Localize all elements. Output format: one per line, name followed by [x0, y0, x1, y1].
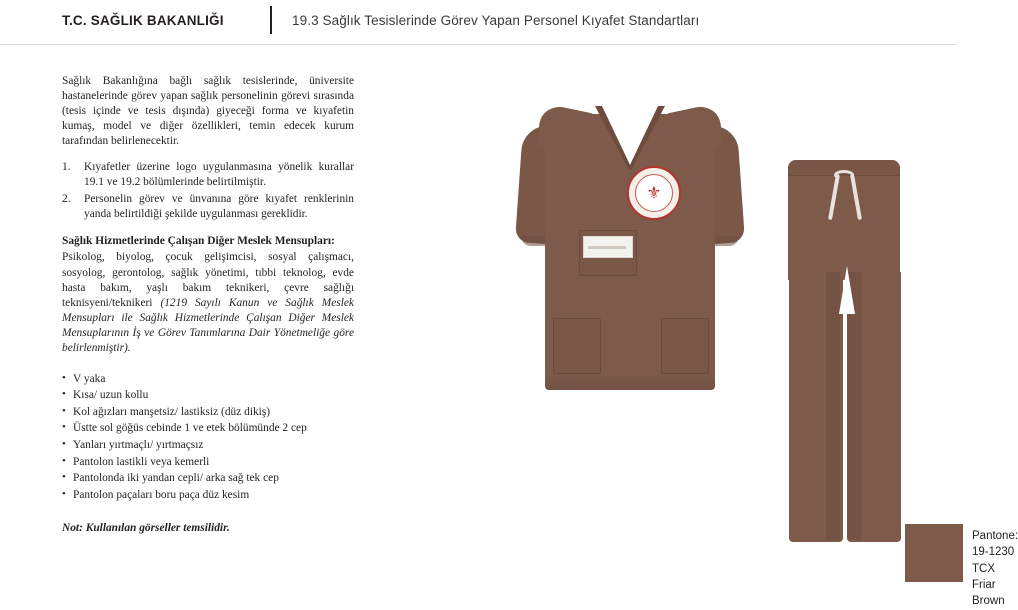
pants-leg-shading-left	[826, 272, 840, 540]
name-tag-line	[588, 246, 626, 249]
hem-shadow	[545, 374, 715, 390]
ministry-health-logo-icon	[627, 166, 681, 220]
list-item: • Pantolonda iki yandan cepli/ arka sağ tek cep	[62, 471, 354, 486]
section-body-italic: (1219 Sayılı Kanun ve Sağlık Meslek Mensupları ile Sağlık Hizmetlerinde Çalışan Diğer Meslek Mensuplarının İş ve Görev Tanımlarına Dair Yönetmeliğe göre belirlenmiştir).	[62, 296, 354, 354]
section-body	[62, 250, 354, 355]
list-item	[62, 160, 354, 190]
list-item: • V yaka	[62, 372, 354, 387]
list-item: • Pantolon paçaları boru paça düz kesim	[62, 488, 354, 503]
pantone-name: Friar Brown	[972, 578, 1005, 608]
list-item: • Kısa/ uzun kollu	[62, 388, 354, 403]
left-text-column	[62, 74, 354, 547]
name-tag	[583, 236, 633, 258]
list-item: • Pantolon lastikli veya kemerli	[62, 455, 354, 470]
pantone-color-swatch	[905, 524, 963, 582]
numbered-rules-list	[62, 160, 354, 222]
list-item: • Kol ağızları manşetsiz/ lastiksiz (düz dikiş)	[62, 405, 354, 420]
list-item-number: 2.	[62, 193, 71, 206]
skirt-pocket-left	[553, 318, 601, 374]
list-item-text: Kıyafetler üzerine logo uygulanmasına yönelik kurallar 19.1 ve 19.2 bölümlerinde belirtilmiştir.	[84, 161, 354, 189]
list-item: • Üstte sol göğüs cebinde 1 ve etek bölümünde 2 cep	[62, 421, 354, 436]
page-title: 19.3 Sağlık Tesislerinde Görev Yapan Personel Kıyafet Standartları	[292, 13, 700, 28]
caduceus-icon: ⚜	[646, 183, 662, 203]
organization-name: T.C. SAĞLIK BAKANLIĞI	[62, 13, 224, 28]
pantone-label	[972, 528, 1018, 610]
scrub-top-illustration	[515, 78, 745, 408]
header-rule	[0, 44, 956, 45]
page-header	[0, 0, 956, 44]
garment-illustration-area	[380, 58, 1018, 608]
pantone-code: Pantone: 19-1230 TCX	[972, 530, 1018, 575]
list-item-number: 1.	[62, 161, 71, 174]
skirt-pocket-right	[661, 318, 709, 374]
drawstring-knot	[834, 170, 854, 180]
section-heading: Sağlık Hizmetlerinde Çalışan Diğer Meslek Mensupları:	[62, 235, 335, 248]
list-item	[62, 192, 354, 222]
scrub-pants-illustration	[770, 160, 920, 552]
section-body-regular: Psikolog, biyolog, çocuk gelişimcisi, sosyal çalışmacı, sosyolog, gerontolog, sağlık yönetimi, tıbbi teknolog, evde hasta bakım, yaşlı bakım teknikeri, çevre sağlığı teknisyeni/teknikeri	[62, 251, 354, 309]
header-divider	[270, 6, 272, 34]
intro-paragraph: Sağlık Bakanlığına bağlı sağlık tesislerinde, üniversite hastanelerinde görev yapan sağlık personelinin görevi sırasında (tesis içinde ve tesis dışında) giyeceği forma ve kıyafetin kumaş, model ve diğer özellikleri, temin edecek kurum tarafından belirlenecektir.	[62, 75, 354, 148]
logo-inner-ring	[635, 174, 673, 212]
footnote: Not: Kullanılan görseller temsilidir.	[62, 521, 230, 534]
feature-bullet-list	[62, 372, 354, 503]
list-item: • Yanları yırtmaçlı/ yırtmaçsız	[62, 438, 354, 453]
list-item-text: Personelin görev ve ünvanına göre kıyafet renklerinin yanda belirtildiği şekilde uygulanması gereklidir.	[84, 193, 354, 221]
